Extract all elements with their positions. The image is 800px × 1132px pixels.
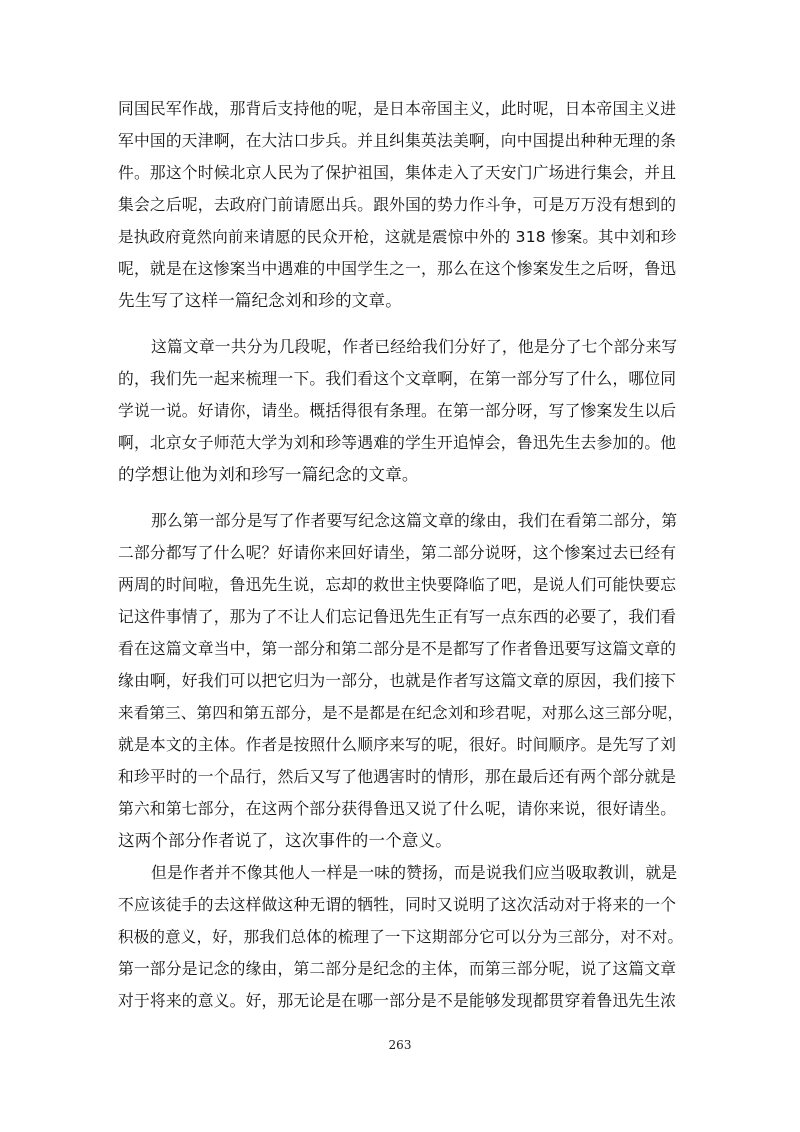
paragraph-line: 啊，北京女子师范大学为刘和珍等遇难的学生开追悼会，鲁迅先生去参加的。他 (118, 433, 677, 452)
paragraph-3 (118, 505, 684, 857)
paragraph-line: 件。那这个时候北京人民为了保护祖国，集体走入了天安门广场进行集会，并且 (118, 163, 677, 182)
paragraph-line: 和珍平时的一个品行，然后又写了他遇害时的情形，那在最后还有两个部分就是 (118, 767, 677, 786)
paragraph-line: 同国民军作战，那背后支持他的呢，是日本帝国主义，此时呢，日本帝国主义进 (118, 99, 677, 118)
paragraph-line: 集会之后呢，去政府门前请愿出兵。跟外国的势力作斗争，可是万万没有想到的 (118, 195, 677, 214)
paragraph-line: 这两个部分作者说了，这次事件的一个意义。 (118, 831, 452, 850)
paragraph-line: 军中国的天津啊，在大沽口步兵。并且纠集英法美啊，向中国提出种种无理的条 (118, 131, 677, 150)
paragraph-line: 是执政府竟然向前来请愿的民众开枪，这就是震惊中外的 318 惨案。其中刘和珍 (118, 228, 677, 246)
paragraph-line: 第六和第七部分，在这两个部分获得鲁迅又说了什么呢，请你来说，很好请坐。 (118, 799, 677, 818)
paragraph-line: 呢，就是在这惨案当中遇难的中国学生之一，那么在这个惨案发生之后呀，鲁迅 (118, 259, 677, 278)
paragraph-line: 就是本文的主体。作者是按照什么顺序来写的呢，很好。时间顺序。是先写了刘 (118, 735, 677, 754)
paragraph-line: 记这件事情了，那为了不让人们忘记鲁迅先生正有写一点东西的必要了，我们看 (118, 607, 677, 626)
paragraph-line: 看在这篇文章当中，第一部分和第二部分是不是都写了作者鲁迅要写这篇文章的 (118, 639, 677, 658)
paragraph-line: 但是作者并不像其他人一样是一味的赞扬，而是说我们应当吸取教训，就是 (151, 863, 678, 882)
paragraph-line: 来看第三、第四和第五部分，是不是都是在纪念刘和珍君呢，对那么这三部分呢， (118, 704, 684, 722)
paragraph-line: 两周的时间啦，鲁迅先生说，忘却的救世主快要降临了吧，是说人们可能快要忘 (118, 575, 677, 594)
paragraph-line: 的，我们先一起来梳理一下。我们看这个文章啊，在第一部分写了什么，哪位同 (118, 369, 677, 388)
paragraph-line: 第一部分是记念的缘由，第二部分是纪念的主体，而第三部分呢，说了这篇文章 (118, 959, 677, 978)
paragraph-line: 的学想让他为刘和珍写一篇纪念的文章。 (118, 465, 419, 484)
paragraph-line: 学说一说。好请你，请坐。概括得很有条理。在第一部分呀，写了惨案发生以后 (118, 401, 677, 420)
page-number: 263 (388, 1038, 412, 1052)
paragraph-2 (118, 331, 684, 491)
paragraph-line: 这篇文章一共分为几段呢，作者已经给我们分好了，他是分了七个部分来写 (151, 337, 678, 356)
paragraph-line: 二部分都写了什么呢？好请你来回好请坐，第二部分说呀，这个惨案过去已经有 (118, 543, 677, 562)
paragraph-line: 积极的意义，好，那我们总体的梳理了一下这期部分它可以分为三部分，对不对。 (118, 928, 684, 946)
paragraph-1 (118, 93, 684, 317)
paragraph-line: 不应该徒手的去这样做这种无谓的牺牲，同时又说明了这次活动对于将来的一个 (118, 895, 677, 914)
paragraph-line: 对于将来的意义。好，那无论是在哪一部分是不是能够发现都贯穿着鲁迅先生浓 (118, 991, 677, 1010)
paragraph-line: 先生写了这样一篇纪念刘和珍的文章。 (118, 291, 402, 310)
paragraph-line: 那么第一部分是写了作者要写纪念这篇文章的缘由，我们在看第二部分，第 (151, 511, 678, 530)
paragraph-line: 缘由啊，好我们可以把它归为一部分，也就是作者写这篇文章的原因，我们接下 (118, 671, 677, 690)
paragraph-4 (118, 857, 684, 1017)
